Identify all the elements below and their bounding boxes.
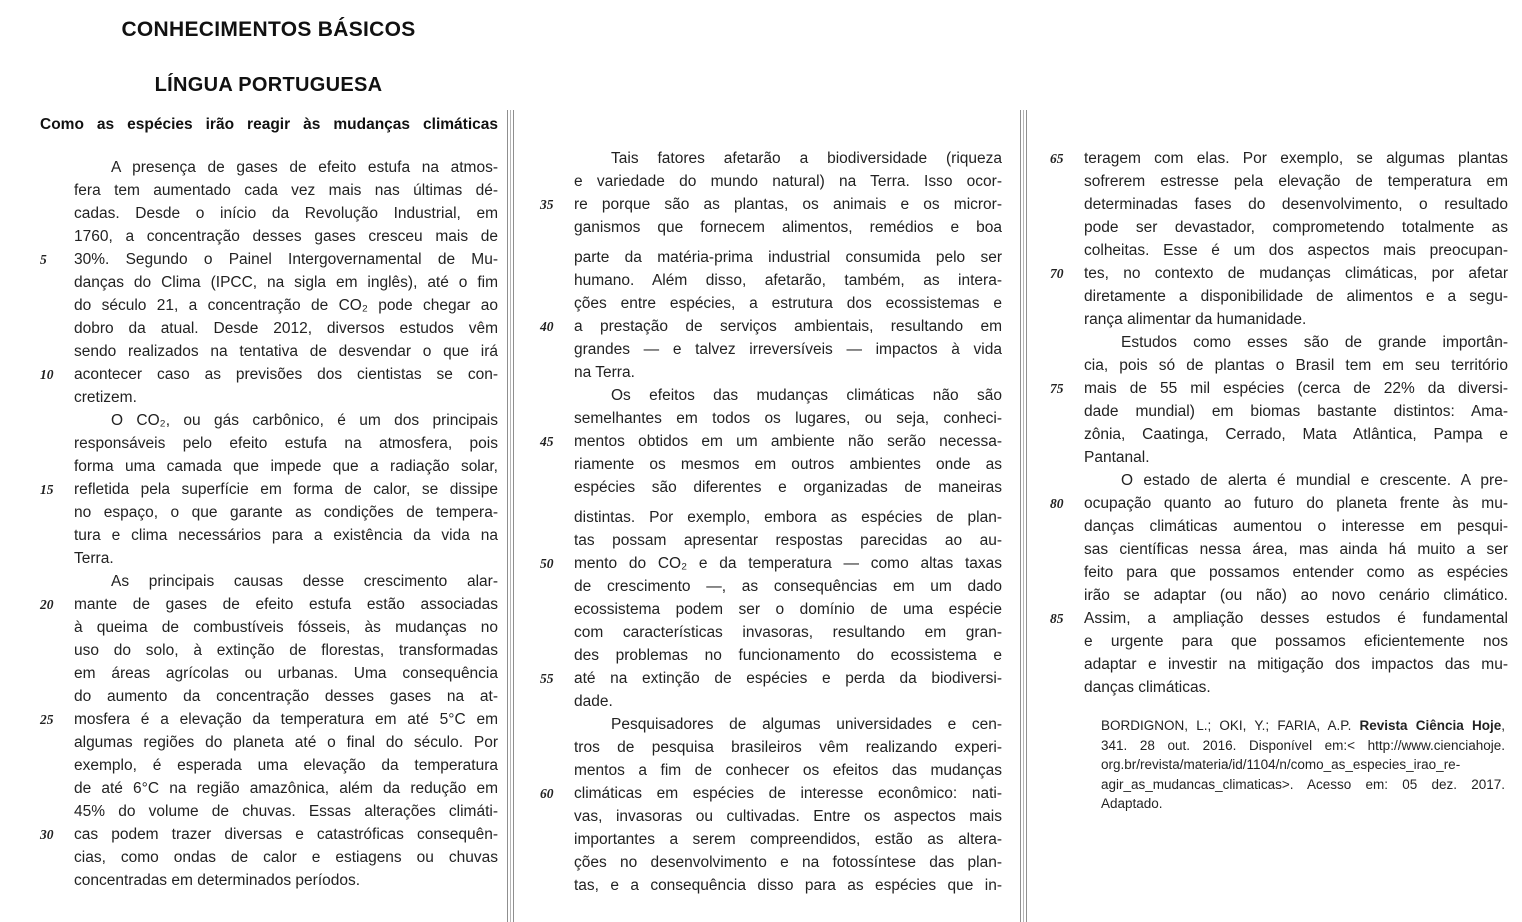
- text-line: [1050, 262, 1508, 285]
- text-line: [540, 384, 1002, 407]
- text-line: [540, 338, 1002, 361]
- text-line-content: des problemas no funcionamento do ecossistema e: [574, 647, 1002, 664]
- line-number: [540, 874, 574, 897]
- text-line: [1050, 630, 1508, 653]
- line-number: [540, 598, 574, 621]
- line-number: [1050, 676, 1084, 699]
- text-line: [540, 506, 1002, 529]
- line-number: 80: [1050, 496, 1064, 511]
- citation-line: [1101, 794, 1505, 814]
- line-number: [40, 846, 74, 869]
- line-number: [540, 575, 574, 598]
- text-line: [40, 754, 498, 777]
- line-number: [1050, 584, 1084, 607]
- line-number: 40: [540, 319, 554, 334]
- text-line: [1050, 354, 1508, 377]
- text-line: [40, 363, 498, 386]
- text-line-content: colheitas. Esse é um dos aspectos mais preocupan-: [1084, 242, 1508, 259]
- line-number: 45: [540, 434, 554, 449]
- text-line-content: danças climáticas.: [1084, 679, 1211, 696]
- text-line-content: As principais causas desse crescimento alar-: [111, 573, 498, 590]
- line-number: 70: [1050, 266, 1064, 281]
- line-number: [40, 225, 74, 248]
- text-line: [1050, 607, 1508, 630]
- line-number: [1050, 193, 1084, 216]
- text-line-content: e urgente para que possamos eficientemente nos: [1084, 633, 1508, 650]
- line-number: [40, 294, 74, 317]
- text-line: [540, 529, 1002, 552]
- text-line: [540, 292, 1002, 315]
- text-line: [540, 246, 1002, 269]
- text-line-content: diretamente a disponibilidade de alimentos e a segu-: [1084, 288, 1508, 305]
- text-line-content: mento do CO₂ e da temperatura — como altas taxas: [574, 555, 1002, 572]
- text-line: [540, 828, 1002, 851]
- text-line-content: riamente os mesmos em outros ambientes onde as: [574, 456, 1002, 473]
- text-line-content: mante de gases de efeito estufa estão associadas: [74, 596, 498, 613]
- subsection-title: LÍNGUA PORTUGUESA: [154, 74, 383, 96]
- text-line: [540, 170, 1002, 193]
- text-line-content: sas científicas nessa área, mas ainda há muito a ser: [1084, 541, 1508, 558]
- citation-source-name: Revista Ciência Hoje: [1359, 718, 1502, 733]
- text-line: [40, 731, 498, 754]
- text-line-content: ganismos que fornecem alimentos, remédios e boa: [574, 219, 1002, 236]
- text-line: [540, 430, 1002, 453]
- text-line-content: tas, e a consequência disso para as espécies que in-: [574, 877, 1002, 894]
- text-line: [540, 453, 1002, 476]
- line-number: [1050, 354, 1084, 377]
- text-line-content: ecossistema podem ser o domínio de uma espécie: [574, 601, 1002, 618]
- text-line-content: dade mundial) em biomas bastante distintos: Ama-: [1084, 403, 1508, 420]
- line-number: [1050, 630, 1084, 653]
- text-line-content: no espaço, o que garante as condições de tempera-: [74, 504, 498, 521]
- text-line-content: Estudos como esses são de grande importân-: [1121, 334, 1508, 351]
- text-line-content: espécies são diferentes e organizadas de maneiras: [574, 479, 1002, 496]
- text-line-content: Os efeitos das mudanças climáticas não são: [611, 387, 1002, 404]
- line-number: [1050, 538, 1084, 561]
- citation-text: agir_as_mudancas_climaticas>. Acesso em: 05 dez. 2017.: [1101, 776, 1505, 792]
- text-line-content: tes, no contexto de mudanças climáticas, por afetar: [1084, 265, 1508, 282]
- citation-text: Adaptado.: [1101, 796, 1163, 811]
- text-line-content: Pesquisadores de algumas universidades e cen-: [611, 716, 1002, 733]
- line-number: [540, 736, 574, 759]
- text-line-content: dade.: [574, 693, 613, 710]
- text-line: [540, 782, 1002, 805]
- text-line: [40, 708, 498, 731]
- citation-text: 341. 28 out. 2016. Disponível em:< http://www.cienciahoje.: [1101, 737, 1505, 753]
- text-line: [40, 455, 498, 478]
- text-line-content: adaptar e investir na mitigação dos impactos das mu-: [1084, 656, 1508, 673]
- text-line-content: danças climáticas aumentou o interesse em pesqui-: [1084, 518, 1508, 535]
- text-line-content: ocupação quanto ao futuro do planeta frente às mu-: [1084, 495, 1508, 512]
- text-line-content: tura e clima necessários para a existência da vida na: [74, 527, 498, 544]
- line-number: [540, 147, 574, 170]
- text-line: [540, 736, 1002, 759]
- text-line: [40, 501, 498, 524]
- text-line-content: cretizem.: [74, 389, 137, 406]
- text-line: [40, 202, 498, 225]
- text-line-content: semelhantes em todos os lugares, ou seja, conheci-: [574, 410, 1002, 427]
- text-line: [540, 874, 1002, 897]
- text-line: [1050, 377, 1508, 400]
- text-line-content: cadas. Desde o início da Revolução Industrial, em: [74, 205, 498, 222]
- text-line: [1050, 331, 1508, 354]
- line-number: [40, 386, 74, 409]
- line-number: [540, 292, 574, 315]
- line-number: [40, 616, 74, 639]
- citation-line: [1101, 716, 1505, 736]
- text-line: [1050, 584, 1508, 607]
- line-number: [1050, 239, 1084, 262]
- line-number: [40, 179, 74, 202]
- text-line: [1050, 239, 1508, 262]
- line-number: [40, 800, 74, 823]
- text-line: [40, 432, 498, 455]
- text-line: [40, 846, 498, 869]
- line-number: 5: [40, 252, 47, 267]
- line-number: [40, 501, 74, 524]
- text-title: Como as espécies irão reagir às mudanças climáticas: [40, 116, 498, 133]
- line-number: 10: [40, 367, 54, 382]
- text-line-content: O estado de alerta é mundial e crescente. A pre-: [1121, 472, 1508, 489]
- line-number: [40, 432, 74, 455]
- line-number: [540, 805, 574, 828]
- text-line-content: humano. Além disso, afetarão, também, as intera-: [574, 272, 1002, 289]
- line-number: [540, 216, 574, 239]
- text-line: [40, 409, 498, 432]
- text-line-content: tas possam apresentar respostas parecidas ao au-: [574, 532, 1002, 549]
- section-title: CONHECIMENTOS BÁSICOS: [121, 18, 416, 41]
- line-number: [1050, 285, 1084, 308]
- document-header: [40, 0, 497, 96]
- text-line: [540, 759, 1002, 782]
- line-number: [40, 524, 74, 547]
- line-number: [40, 570, 74, 593]
- line-number: [540, 361, 574, 384]
- text-line-content: climáticas em espécies de interesse econômico: nati-: [574, 785, 1002, 802]
- text-line-content: O CO₂, ou gás carbônico, é um dos principais: [111, 412, 498, 429]
- text-line: [540, 552, 1002, 575]
- line-number: [540, 476, 574, 499]
- line-number: 50: [540, 556, 554, 571]
- text-line: [540, 147, 1002, 170]
- text-line-content: sofrerem estresse pela elevação de temperatura em: [1084, 173, 1508, 190]
- text-line-content: determinadas fases do desenvolvimento, o resultado: [1084, 196, 1508, 213]
- line-number: [540, 407, 574, 430]
- text-line-content: exemplo, é esperada uma elevação da temperatura: [74, 757, 498, 774]
- text-line: [1050, 170, 1508, 193]
- citation-text: BORDIGNON, L.; OKI, Y.; FARIA, A.P.: [1101, 718, 1360, 733]
- text-line-content: importantes a serem compreendidos, estão as altera-: [574, 831, 1002, 848]
- text-line: [540, 805, 1002, 828]
- text-line: [1050, 193, 1508, 216]
- text-line: [540, 690, 1002, 713]
- text-line: [540, 193, 1002, 216]
- line-number: [540, 759, 574, 782]
- text-line-content: refletida pela superfície em forma de calor, se dissipe: [74, 481, 498, 498]
- text-line-content: Tais fatores afetarão a biodiversidade (riqueza: [611, 150, 1002, 167]
- text-line: [1050, 423, 1508, 446]
- text-line: [40, 179, 498, 202]
- line-number: [1050, 446, 1084, 469]
- text-line: [40, 593, 498, 616]
- citation: [1101, 716, 1505, 814]
- text-line: [40, 777, 498, 800]
- text-line-content: algumas regiões do planeta até o final do século. Por: [74, 734, 498, 751]
- line-number: [1050, 561, 1084, 584]
- text-line-content: rança alimentar da humanidade.: [1084, 311, 1307, 328]
- text-line: [540, 476, 1002, 499]
- text-line-content: cia, pois só de plantas o Brasil tem em seu território: [1084, 357, 1508, 374]
- line-number: 30: [40, 827, 54, 842]
- text-line-content: do aumento da concentração desses gases na at-: [74, 688, 498, 705]
- line-number: [40, 271, 74, 294]
- text-line: [1050, 147, 1508, 170]
- text-line-content: feito para que possamos entender como as espécies: [1084, 564, 1508, 581]
- text-line-content: mentos a fim de conhecer os efeitos das mudanças: [574, 762, 1002, 779]
- text-line-content: parte da matéria-prima industrial consumida pelo ser: [574, 249, 1002, 266]
- line-number: 60: [540, 786, 554, 801]
- text-line: [1050, 446, 1508, 469]
- citation-line: [1101, 775, 1505, 795]
- text-line-content: cias, como ondas de calor e estiagens ou chuvas: [74, 849, 498, 866]
- text-line: [540, 713, 1002, 736]
- column-separator-2: [1020, 110, 1027, 922]
- line-number: [540, 644, 574, 667]
- line-number: 35: [540, 197, 554, 212]
- text-line-content: dobro da atual. Desde 2012, diversos estudos vêm: [74, 320, 498, 337]
- line-number: [540, 529, 574, 552]
- text-line-content: cas podem trazer diversas e catastróficas consequên-: [74, 826, 498, 843]
- text-line: [1050, 561, 1508, 584]
- text-line: [540, 667, 1002, 690]
- line-number: [40, 547, 74, 570]
- line-number: [40, 340, 74, 363]
- text-line: [540, 315, 1002, 338]
- text-line-content: ções no desenvolvimento e na fotossíntese das plan-: [574, 854, 1002, 871]
- line-number: [40, 639, 74, 662]
- text-line: [40, 685, 498, 708]
- text-line: [40, 478, 498, 501]
- line-number: [40, 409, 74, 432]
- line-number: [40, 156, 74, 179]
- text-line-content: com características invasoras, resultando em gran-: [574, 624, 1002, 641]
- line-number: [1050, 170, 1084, 193]
- text-column-2: [540, 147, 1002, 897]
- line-number: 85: [1050, 611, 1064, 626]
- text-column-3: [1050, 147, 1508, 699]
- text-line-content: de até 6°C na região amazônica, além da redução em: [74, 780, 498, 797]
- text-line-content: 30%. Segundo o Painel Intergovernamental de Mu-: [74, 251, 498, 268]
- text-line-content: 1760, a concentração desses gases cresceu mais de: [74, 228, 498, 245]
- line-number: [40, 731, 74, 754]
- line-number: [40, 662, 74, 685]
- text-line: [540, 598, 1002, 621]
- line-number: [40, 754, 74, 777]
- line-number: [540, 506, 574, 529]
- text-line: [1050, 285, 1508, 308]
- line-number: [1050, 515, 1084, 538]
- text-line: [40, 547, 498, 570]
- text-line-content: em áreas agrícolas ou urbanas. Uma consequência: [74, 665, 498, 682]
- text-line: [1050, 492, 1508, 515]
- text-line-content: na Terra.: [574, 364, 635, 381]
- line-number: [540, 269, 574, 292]
- text-line-content: concentradas em determinados períodos.: [74, 872, 361, 889]
- line-number: 15: [40, 482, 54, 497]
- text-line: [1050, 676, 1508, 699]
- text-line-content: ções entre espécies, a estrutura dos ecossistemas e: [574, 295, 1002, 312]
- line-number: [1050, 423, 1084, 446]
- text-line: [1050, 216, 1508, 239]
- text-line-content: re porque são as plantas, os animais e os micror-: [574, 196, 1002, 213]
- text-column-1: [40, 156, 498, 892]
- line-number: [1050, 400, 1084, 423]
- line-number: [1050, 653, 1084, 676]
- text-line: [40, 639, 498, 662]
- text-line: [40, 156, 498, 179]
- text-line: [40, 271, 498, 294]
- text-line: [40, 294, 498, 317]
- text-line: [40, 869, 498, 892]
- text-line-content: grandes — e talvez irreversíveis — impactos à vida: [574, 341, 1002, 358]
- text-line: [40, 570, 498, 593]
- line-number: [1050, 469, 1084, 492]
- line-number: [540, 713, 574, 736]
- text-line-content: mosfera é a elevação da temperatura em até 5°C em: [74, 711, 498, 728]
- line-number: [40, 869, 74, 892]
- citation-text: ,: [1501, 718, 1505, 733]
- line-number: [1050, 216, 1084, 239]
- text-line-content: vas, invasoras ou cultivadas. Entre os aspectos mais: [574, 808, 1002, 825]
- text-line: [540, 575, 1002, 598]
- text-line-content: a prestação de serviços ambientais, resultando em: [574, 318, 1002, 335]
- line-number: [540, 384, 574, 407]
- line-number: 25: [40, 712, 54, 727]
- text-line-content: fera tem aumentado cada vez mais nas últimas dé-: [74, 182, 498, 199]
- line-number: 20: [40, 597, 54, 612]
- text-line: [540, 407, 1002, 430]
- line-number: [40, 317, 74, 340]
- line-number: 75: [1050, 381, 1064, 396]
- line-number: [40, 202, 74, 225]
- text-line: [1050, 400, 1508, 423]
- text-line: [1050, 308, 1508, 331]
- line-number: [540, 170, 574, 193]
- text-line: [40, 524, 498, 547]
- text-line-content: até na extinção de espécies e perda da biodiversi-: [574, 670, 1002, 687]
- citation-line: [1101, 736, 1505, 756]
- line-number: [40, 455, 74, 478]
- text-line: [40, 662, 498, 685]
- text-line: [40, 800, 498, 823]
- line-number: [540, 621, 574, 644]
- line-number: [1050, 308, 1084, 331]
- line-number: [540, 338, 574, 361]
- text-line-content: pode ser devastador, comprometendo totalmente as: [1084, 219, 1508, 236]
- text-line: [540, 269, 1002, 292]
- citation-text: org.br/revista/materia/id/1104/n/como_as_especies_irao_re-: [1101, 757, 1461, 772]
- text-line-content: zônia, Caatinga, Cerrado, Mata Atlântica, Pampa e: [1084, 426, 1508, 443]
- text-line-content: à queima de combustíveis fósseis, às mudanças no: [74, 619, 498, 636]
- text-line-content: uso do solo, à extinção de florestas, transformadas: [74, 642, 498, 659]
- line-number: [540, 828, 574, 851]
- line-number: [540, 246, 574, 269]
- text-line: [40, 317, 498, 340]
- text-line: [40, 386, 498, 409]
- text-line-content: A presença de gases de efeito estufa na atmos-: [111, 159, 498, 176]
- column-separator-1: [507, 110, 514, 922]
- line-number: [40, 777, 74, 800]
- line-number: [40, 685, 74, 708]
- text-line-content: forma uma camada que impede que a radiação solar,: [74, 458, 498, 475]
- text-line: [40, 340, 498, 363]
- text-line-content: danças do Clima (IPCC, na sigla em inglês), até o fim: [74, 274, 498, 291]
- text-line: [1050, 469, 1508, 492]
- text-line: [40, 616, 498, 639]
- text-line-content: responsáveis pelo efeito estufa na atmosfera, pois: [74, 435, 498, 452]
- text-line: [540, 851, 1002, 874]
- text-line-content: Assim, a ampliação desses estudos é fundamental: [1084, 610, 1508, 627]
- line-number: [540, 690, 574, 713]
- text-line: [40, 823, 498, 846]
- text-line-content: 45% do volume de chuvas. Essas alterações climáti-: [74, 803, 498, 820]
- line-number: [540, 453, 574, 476]
- line-number: [540, 851, 574, 874]
- text-line: [40, 225, 498, 248]
- text-line-content: de crescimento —, as consequências em um dado: [574, 578, 1002, 595]
- text-line-content: tros de pesquisa brasileiros vêm realizando experi-: [574, 739, 1002, 756]
- text-line: [540, 621, 1002, 644]
- text-line: [40, 248, 498, 271]
- text-line: [1050, 515, 1508, 538]
- text-line-content: mentos obtidos em um ambiente não serão necessa-: [574, 433, 1002, 450]
- text-line-content: e variedade do mundo natural) na Terra. Isso ocor-: [574, 173, 1002, 190]
- text-line-content: teragem com elas. Por exemplo, se algumas plantas: [1084, 150, 1508, 167]
- text-line-content: irão se adaptar (ou não) ao novo cenário climático.: [1084, 587, 1508, 604]
- text-line-content: distintas. Por exemplo, embora as espécies de plan-: [574, 509, 1002, 526]
- text-line: [1050, 653, 1508, 676]
- text-line-content: Terra.: [74, 550, 114, 567]
- text-line-content: Pantanal.: [1084, 449, 1150, 466]
- line-number: [1050, 331, 1084, 354]
- text-line-content: do século 21, a concentração de CO₂ pode chegar ao: [74, 297, 498, 314]
- text-line-content: sendo realizados na tentativa de desvendar o que irá: [74, 343, 498, 360]
- text-line-content: mais de 55 mil espécies (cerca de 22% da diversi-: [1084, 380, 1508, 397]
- text-line: [540, 644, 1002, 667]
- text-line: [1050, 538, 1508, 561]
- line-number: 65: [1050, 151, 1064, 166]
- text-line: [540, 216, 1002, 239]
- line-number: 55: [540, 671, 554, 686]
- text-line-content: acontecer caso as previsões dos cientistas se con-: [74, 366, 498, 383]
- citation-line: [1101, 755, 1505, 775]
- text-line: [540, 361, 1002, 384]
